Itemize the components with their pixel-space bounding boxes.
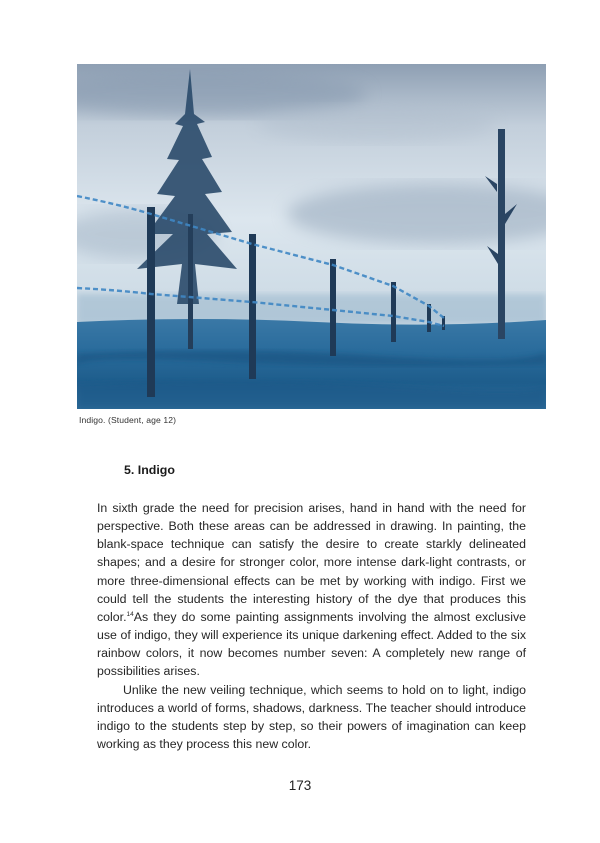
paragraph-1: [97, 499, 526, 681]
figure-caption: Indigo. (Student, age 12): [79, 415, 177, 425]
section-heading: 5. Indigo: [124, 463, 175, 477]
indigo-painting: [77, 64, 546, 409]
paragraph-1-part-b: As they do some painting assignments involving the almost exclusive use of indigo, they will experience its unique darkening effect. Added to the six rainbow colors, it now becomes number seven: A completely new range of possibilities arises.: [97, 609, 526, 679]
paragraph-1-part-a: In sixth grade the need for precision arises, hand in hand with the need for perspective. Both these areas can be addressed in drawing. In painting, the blank-space technique can satisfy the desire to create starkly delineated shapes; and a desire for stronger color, more intense dark-light contrasts, or more three-dimensional effects can be met by working with indigo. First we could tell the students the interesting history of the dye that produces this color.: [97, 501, 526, 624]
page-number: 173: [288, 778, 312, 793]
body-text: [97, 499, 526, 753]
paragraph-2: Unlike the new veiling technique, which seems to hold on to light, indigo introduces a world of forms, shadows, darkness. The teacher should introduce indigo to the students step by step, so their powers of imagination can keep working as they process this new color.: [97, 682, 526, 752]
footnote-marker: 14: [126, 610, 134, 618]
